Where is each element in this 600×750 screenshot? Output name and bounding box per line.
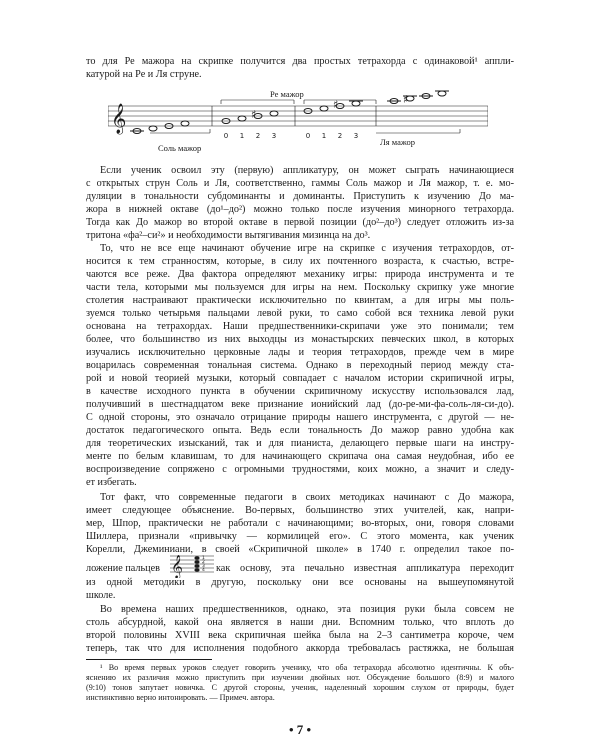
text-line: ет избегать. <box>86 477 137 488</box>
text-line: теперь, так что для исполнения подобного аккорда требовалась растяжка, не большая <box>86 643 514 654</box>
text-line: в качестве исходного пункта в обучении скрипичному искусству использовался лад, <box>86 386 514 397</box>
finger-number: 0 <box>223 132 229 140</box>
note-head <box>149 126 157 131</box>
finger-number: 2 <box>202 560 205 565</box>
text-line: С одной стороны, это означало отрицание природы нашего инструмента, с другой — не- <box>86 412 514 423</box>
text-line: для теоретических изысканий, так и для пианиста, делающего первые шаги на инстру- <box>86 438 514 449</box>
text-line: Тот факт, что современные педагоги в своих методиках начинают с До мажора, <box>100 492 514 503</box>
text-line: Корелли, Джеминиани, в своей «Скрипичной школе» в 1740 г. определил такое по- <box>86 544 514 555</box>
fingering-staff-inline <box>170 550 214 578</box>
text-line: тритона «фа²–си²» и необходимости вытягивания мизинца на до³. <box>86 230 371 241</box>
text-line: части тела, которыми мы пользуемся для игры на нем. Поскольку скрипку уже многие <box>86 282 514 293</box>
text-line: зуемся только четырьмя пальцами левой руки, то само собой вся техника левой руки <box>86 308 514 319</box>
footnote-line: ¹ Во время первых уроков следует говорить ученику, что оба тетрахорда абсолютно идентичны. К объ- <box>100 663 514 672</box>
text-line: второй половины XVIII века скрипичная шейка была на 2–3 сантиметра короче, чем <box>86 630 514 641</box>
finger-number: 2 <box>255 132 261 140</box>
text-line: изучались исключительно церковные лады и теория тетрахордов, прежде чем в мире <box>86 347 514 358</box>
note-head <box>320 106 328 111</box>
note-head <box>270 111 278 116</box>
sharp-icon: ♯ <box>403 93 409 106</box>
finger-number: 0 <box>305 132 311 140</box>
footnote-line: (9:10) тонов запутает новичка. С другой стороны, ученик, наделенный хорошим слухом от природы, будет <box>86 683 514 692</box>
note-head <box>352 101 360 106</box>
text-line: дуляции в тональности субдоминанты и доминанты. Приступить к изучению До ма- <box>86 191 514 202</box>
text-line: катурой на Ре и Ля струне. <box>86 69 202 80</box>
text-line: с открытых струн Соль и Ля, соответственно, гаммы Соль мажор и Ля мажор, т. е. мо- <box>86 178 514 189</box>
finger-number: 1 <box>202 556 205 561</box>
page-number: • 7 • <box>288 722 312 737</box>
finger-number: 3 <box>202 564 205 569</box>
label-a-major: Ля мажор <box>380 137 416 147</box>
text-line: носится к тем странностям, которые, в силу их почтенного возраста, к счастью, встре- <box>86 256 514 267</box>
note-head <box>181 121 189 126</box>
footnote-line: инстинктивно верно интонировать. — Примеч. автора. <box>86 693 275 702</box>
text-line: основана на тетрахордах. Наши предшественники-скрипачи уже это понимали; тем <box>86 321 514 332</box>
finger-number: 3 <box>271 132 277 140</box>
footnote-line: яснению их различия можно приступить при изучении двойных нот. Обсуждение большого (8:9) и малого <box>86 673 514 682</box>
text-line: как основу, эта печально известная аппликатура переходит <box>216 563 514 574</box>
text-line: рой и новой теорией музыки, который совпадает с началом истории скрипичной игры, <box>86 373 514 384</box>
text-line: Тогда как До мажор во второй октаве в первой позиции (до²–до³) следует отложить из-за <box>86 217 514 228</box>
text-line: То, что не все еще начинают обучение игре на скрипке с изучения тетрахордов, от- <box>100 243 514 254</box>
text-line: более, что большинство из них выходцы из монастырских певческих школ, в которых <box>86 334 514 345</box>
finger-number: 3 <box>353 132 359 140</box>
label-d-major: Ре мажор <box>270 89 304 99</box>
text-line: Шиллера, признали «привычку — кормилицей его». С этого момента, как ученик <box>86 531 514 542</box>
text-line: столетия настраивают практически исключительно по квинтам, а для игры мы поль- <box>86 295 514 306</box>
text-line: менте по белым клавишам, то для начинающего скрипача она самая неудобная, ибо ее <box>86 451 514 462</box>
text-line: Во времена наших предшественников, однако, эта позиция руки была совсем не <box>100 604 514 615</box>
note-head <box>238 116 246 121</box>
text-line: школе. <box>86 590 116 601</box>
text-line: ложение пальцев <box>86 563 160 574</box>
finger-number: 1 <box>321 132 327 140</box>
sharp-icon: ♯ <box>251 108 257 121</box>
text-line: Если ученик освоил эту (первую) аппликатуру, он может сыграть начинающиеся <box>100 165 514 176</box>
label-g-major: Соль мажор <box>158 143 202 153</box>
sharp-icon: ♯ <box>333 98 339 111</box>
finger-number: 1 <box>239 132 245 140</box>
text-line: мер, Шпор, практически не работали с начинающими; во-вторых, они, говоря словами <box>86 518 514 529</box>
finger-number: 4 <box>202 568 205 573</box>
text-line: воспроизведение сопряжено с огромными трудностями, коих можно, а значит и следу- <box>86 464 514 475</box>
text-line: жора в нижней октаве (до¹–до²) можно только после изучения минорного тетрахорда. <box>86 204 514 215</box>
text-line: воцарилась современная тональная система. Однако в переходный период между ста- <box>86 360 514 371</box>
finger-number: 2 <box>337 132 343 140</box>
text-line: то для Ре мажора на скрипке получится два простых тетрахорда с одинаковой¹ аппли- <box>86 56 514 67</box>
text-line: получивший в шестнадцатом веке признание ионийский лад (до-ре-ми-фа-соль-ля-си-до). <box>86 399 514 410</box>
text-line: из одной методики в другую, поскольку они все основаны на вышеупомянутой <box>86 577 514 588</box>
text-line: имеет следующее объяснение. Во-первых, большинство этих учителей, как, напри- <box>86 505 514 516</box>
note-head <box>438 91 446 96</box>
text-line: столь абсурдной, какой она является в наши дни. Вспомним только, что вплоть до <box>86 617 514 628</box>
treble-clef-icon: 𝄞 <box>171 554 183 578</box>
footnote-rule <box>86 659 212 660</box>
text-line: чаются все реже. Два фактора определяют механику игры: природа инструмента и те <box>86 269 514 280</box>
text-line: достаток педагогического опыта. Ведь если тональность До мажор равно удобна как <box>86 425 514 436</box>
treble-clef-icon: 𝄞 <box>111 104 127 134</box>
